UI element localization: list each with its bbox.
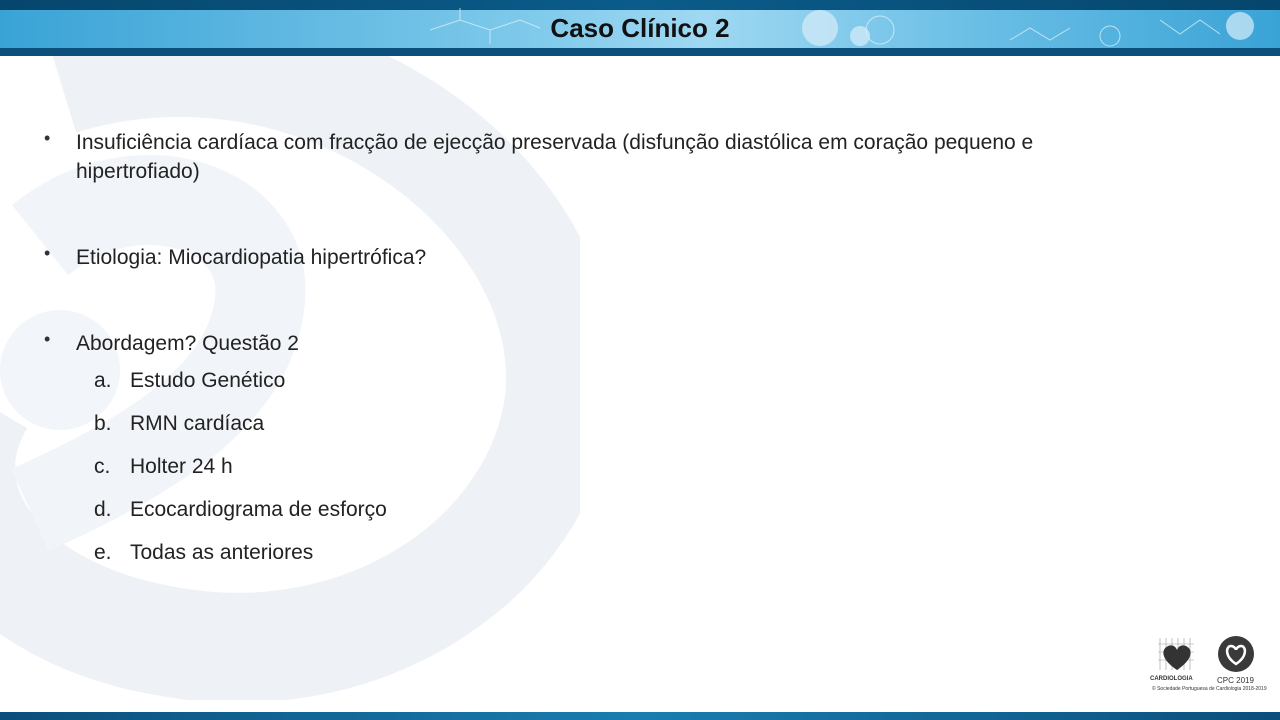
copyright-text: © Sociedade Portuguesa de Cardiologia 2018-2019 — [1152, 686, 1267, 692]
option-text: RMN cardíaca — [130, 412, 265, 435]
option-letter: b. — [94, 412, 112, 435]
slide-title: Caso Clínico 2 — [550, 13, 730, 43]
bullet-text: Insuficiência cardíaca com fracção de ejecção preservada (disfunção diastólica em coração pequeno e hipertrofiado) — [76, 131, 1034, 183]
footer-logos — [1150, 632, 1267, 696]
option-letter: c. — [94, 455, 111, 478]
spc-logo-label: CARDIOLOGIA — [1150, 676, 1193, 682]
option-text: Holter 24 h — [130, 455, 233, 478]
option-letter: e. — [94, 541, 112, 564]
slide-footer-bar — [0, 712, 1280, 720]
bullet-dot-icon: • — [44, 329, 51, 349]
option-text: Estudo Genético — [130, 369, 286, 392]
bullet-text: Etiologia: Miocardiopatia hipertrófica? — [76, 246, 427, 269]
bullet-dot-icon: • — [44, 128, 51, 148]
cpc-logo-label: CPC 2019 — [1217, 676, 1254, 685]
option-letter: d. — [94, 498, 112, 521]
option-text: Ecocardiograma de esforço — [130, 498, 387, 521]
bullet-dot-icon: • — [44, 243, 51, 263]
option-text: Todas as anteriores — [130, 541, 314, 564]
option-letter: a. — [94, 369, 112, 392]
bullet-text: Abordagem? Questão 2 — [76, 332, 299, 355]
